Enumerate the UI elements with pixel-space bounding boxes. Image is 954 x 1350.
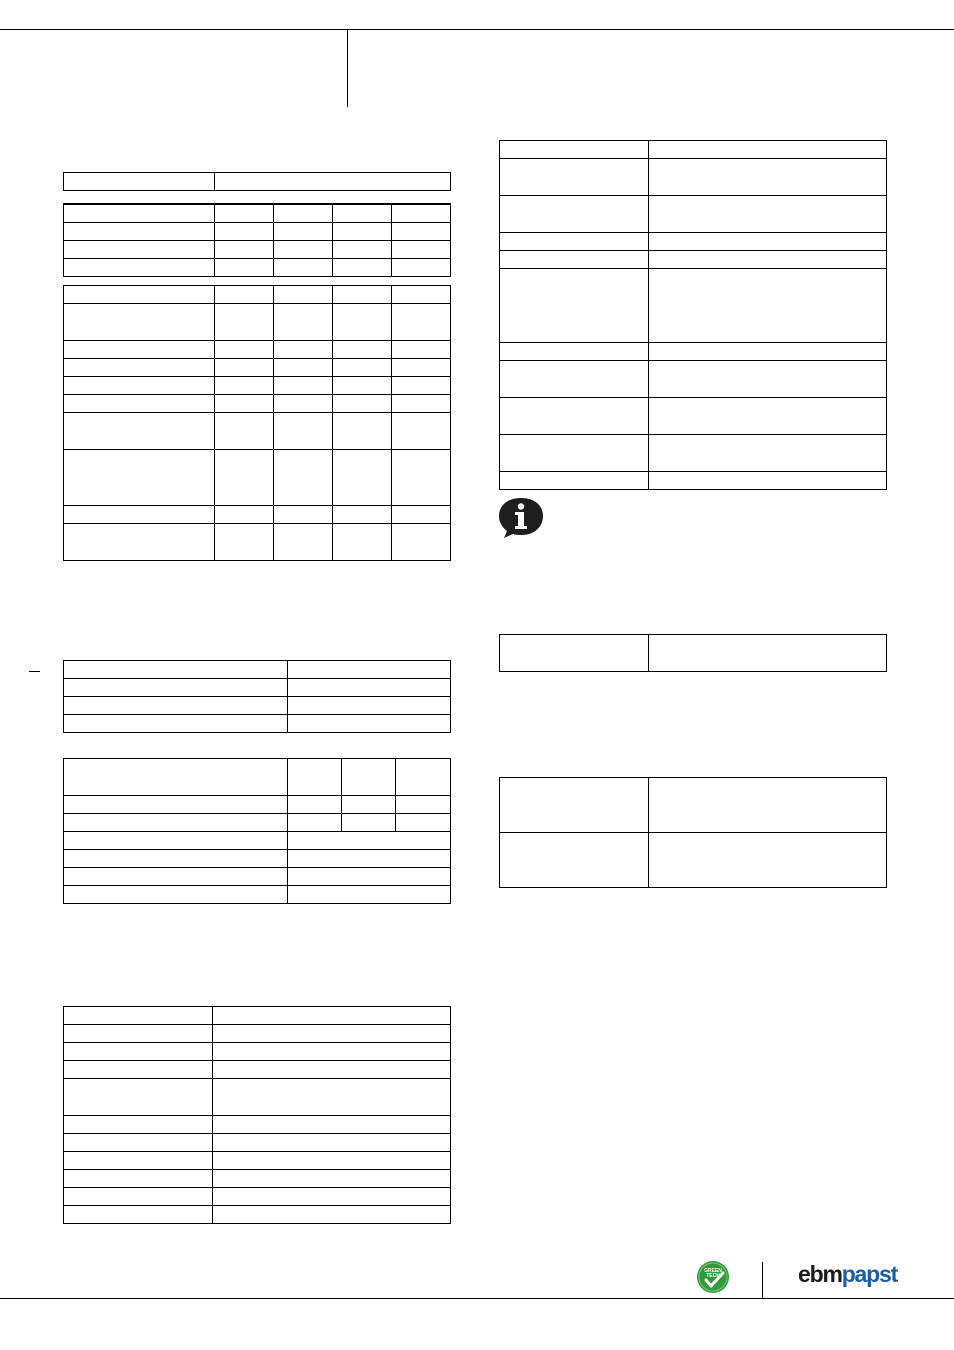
logo-papst: papst (841, 1261, 898, 1287)
header-divider (347, 29, 348, 107)
right-table-1 (499, 140, 887, 490)
left-table-5 (63, 758, 451, 904)
left-table-6 (63, 1006, 451, 1224)
left-table-1 (63, 172, 451, 191)
left-table-4 (63, 660, 451, 733)
left-table-2 (63, 203, 451, 277)
left-table-3 (63, 285, 451, 561)
footer-rule (0, 1298, 954, 1299)
margin-mark (29, 671, 40, 672)
right-table-3 (499, 777, 887, 888)
svg-text:TECH: TECH (706, 1273, 720, 1279)
logo-ebm: ebm (798, 1261, 842, 1287)
header-top-rule (0, 29, 954, 30)
footer-logo-divider (762, 1262, 763, 1298)
green-tech-check-icon (696, 1260, 730, 1294)
svg-text:GREEN: GREEN (704, 1268, 722, 1274)
ebmpapst-logo (798, 1259, 897, 1289)
info-icon (498, 497, 544, 539)
right-table-2 (499, 634, 887, 672)
